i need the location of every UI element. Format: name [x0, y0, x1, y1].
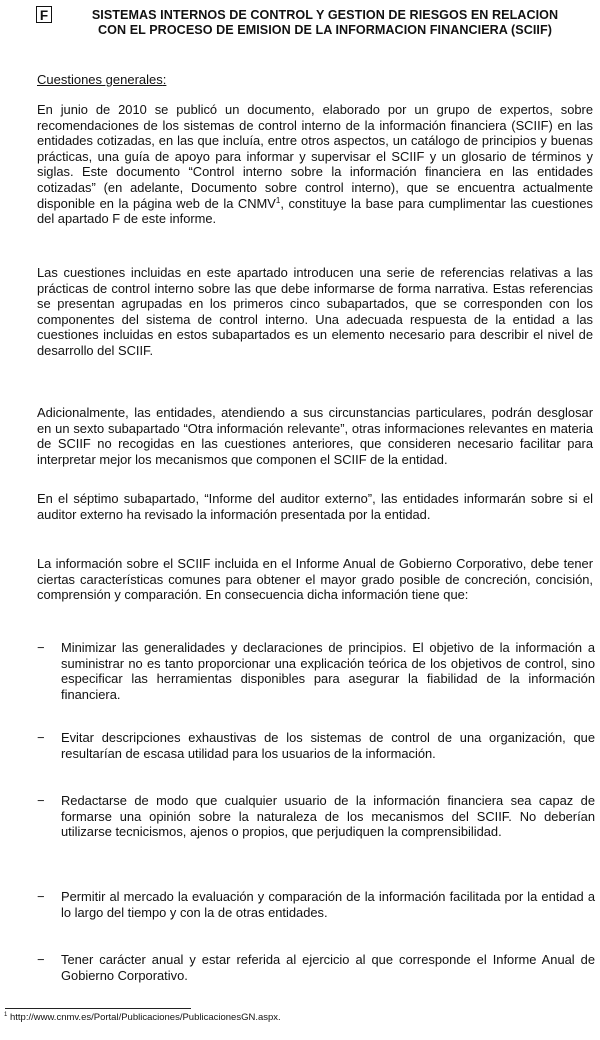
footnote-reference: 1 — [275, 195, 281, 205]
list-item-text: Tener carácter anual y estar referida al ejercicio al que corresponde el Informe Anual de Gobierno Corporativo. — [61, 952, 595, 983]
subheading-text: Cuestiones generales — [37, 72, 163, 87]
paragraph-2: Las cuestiones incluidas en este apartado introducen una serie de referencias relativas a las prácticas de control interno sobre las que debe informarse de forma narrativa. Estas referencias se presentan agrupadas en los primeros cinco subapartados, que se corresponden con los componentes del sistema de control interno. Una adecuada respuesta de la entidad a las cuestiones incluidas en estos subapartados es un elemento necesario para describir el nivel de desarrollo del SCIIF. — [37, 265, 593, 358]
list-item-text: Permitir al mercado la evaluación y comparación de la información facilitada por la entidad a lo largo del tiempo y con la de otras entidades. — [61, 889, 595, 920]
footnote-divider — [5, 1008, 191, 1009]
footnote — [4, 1012, 281, 1024]
dash-bullet: − — [37, 793, 45, 808]
section-letter-box: F — [36, 6, 52, 23]
dash-bullet: − — [37, 952, 45, 967]
paragraph-1-text-a: En junio de 2010 se publicó un documento, elaborado por un grupo de expertos, sobre recomendaciones de los sistemas de control interno de la información financiera (SCIIF) en las entidades cotizadas, en las que incluía, entre otros aspectos, un catálogo de principios y buenas prácticas, una guía de apoyo para informar y supervisar el SCIIF y un glosario de términos y siglas. Este documento “Control interno sobre la información financiera en las entidades cotizadas” (en adelante, Documento sobre control interno), que se encuentra actualmente disponible en la página web de la CNMV — [37, 102, 593, 211]
paragraph-3: Adicionalmente, las entidades, atendiendo a sus circunstancias particulares, podrán desglosar en un sexto subapartado “Otra información relevante”, otras informaciones relevantes en materia de SCIIF no recogidas en las cuestiones anteriores, que consideren necesario facilitar para interpretar mejor los mecanismos que componen el SCIIF de la entidad. — [37, 405, 593, 467]
paragraph-1 — [37, 102, 593, 227]
list-item-text: Minimizar las generalidades y declaraciones de principios. El objetivo de la información a suministrar no es tanto proporcionar una explicación teórica de los objetivos de control, sino especificar las herramientas disponibles para asegurar la fiabilidad de la información financiera. — [61, 640, 595, 702]
subheading — [37, 72, 166, 87]
paragraph-4: En el séptimo subapartado, “Informe del auditor externo”, las entidades informarán sobre si el auditor externo ha revisado la información presentada por la entidad. — [37, 491, 593, 522]
list-item-text: Evitar descripciones exhaustivas de los sistemas de control de una organización, que resultarían de escasa utilidad para los usuarios de la información. — [61, 730, 595, 761]
list-item-text: Redactarse de modo que cualquier usuario de la información financiera sea capaz de formarse una opinión sobre la naturaleza de los mecanismos del SCIIF. No deberían utilizarse tecnicismos, ajenos o propios, que perjudiquen la comprensibilidad. — [61, 793, 595, 840]
paragraph-5: La información sobre el SCIIF incluida en el Informe Anual de Gobierno Corporativo, debe tener ciertas características comunes para obtener el mayor grado posible de concreción, concisión, comprensión y comparación. En consecuencia dicha información tiene que: — [37, 556, 593, 603]
dash-bullet: − — [37, 889, 45, 904]
dash-bullet: − — [37, 640, 45, 655]
section-title-line-1: SISTEMAS INTERNOS DE CONTROL Y GESTION DE RIESGOS EN RELACION — [91, 8, 559, 22]
section-title-line-2: CON EL PROCESO DE EMISION DE LA INFORMACION FINANCIERA (SCIIF) — [98, 23, 552, 37]
subheading-colon: : — [162, 72, 167, 87]
footnote-marker: 1 — [4, 1012, 8, 1018]
paragraph-1-text-b: , constituye la base para cumplimentar las cuestiones del apartado F de este informe. — [37, 195, 593, 227]
footnote-link-text[interactable]: http://www.cnmv.es/Portal/Publicaciones/PublicacionesGN.aspx. — [7, 1012, 281, 1023]
dash-bullet: − — [37, 730, 45, 745]
section-title — [58, 8, 592, 38]
